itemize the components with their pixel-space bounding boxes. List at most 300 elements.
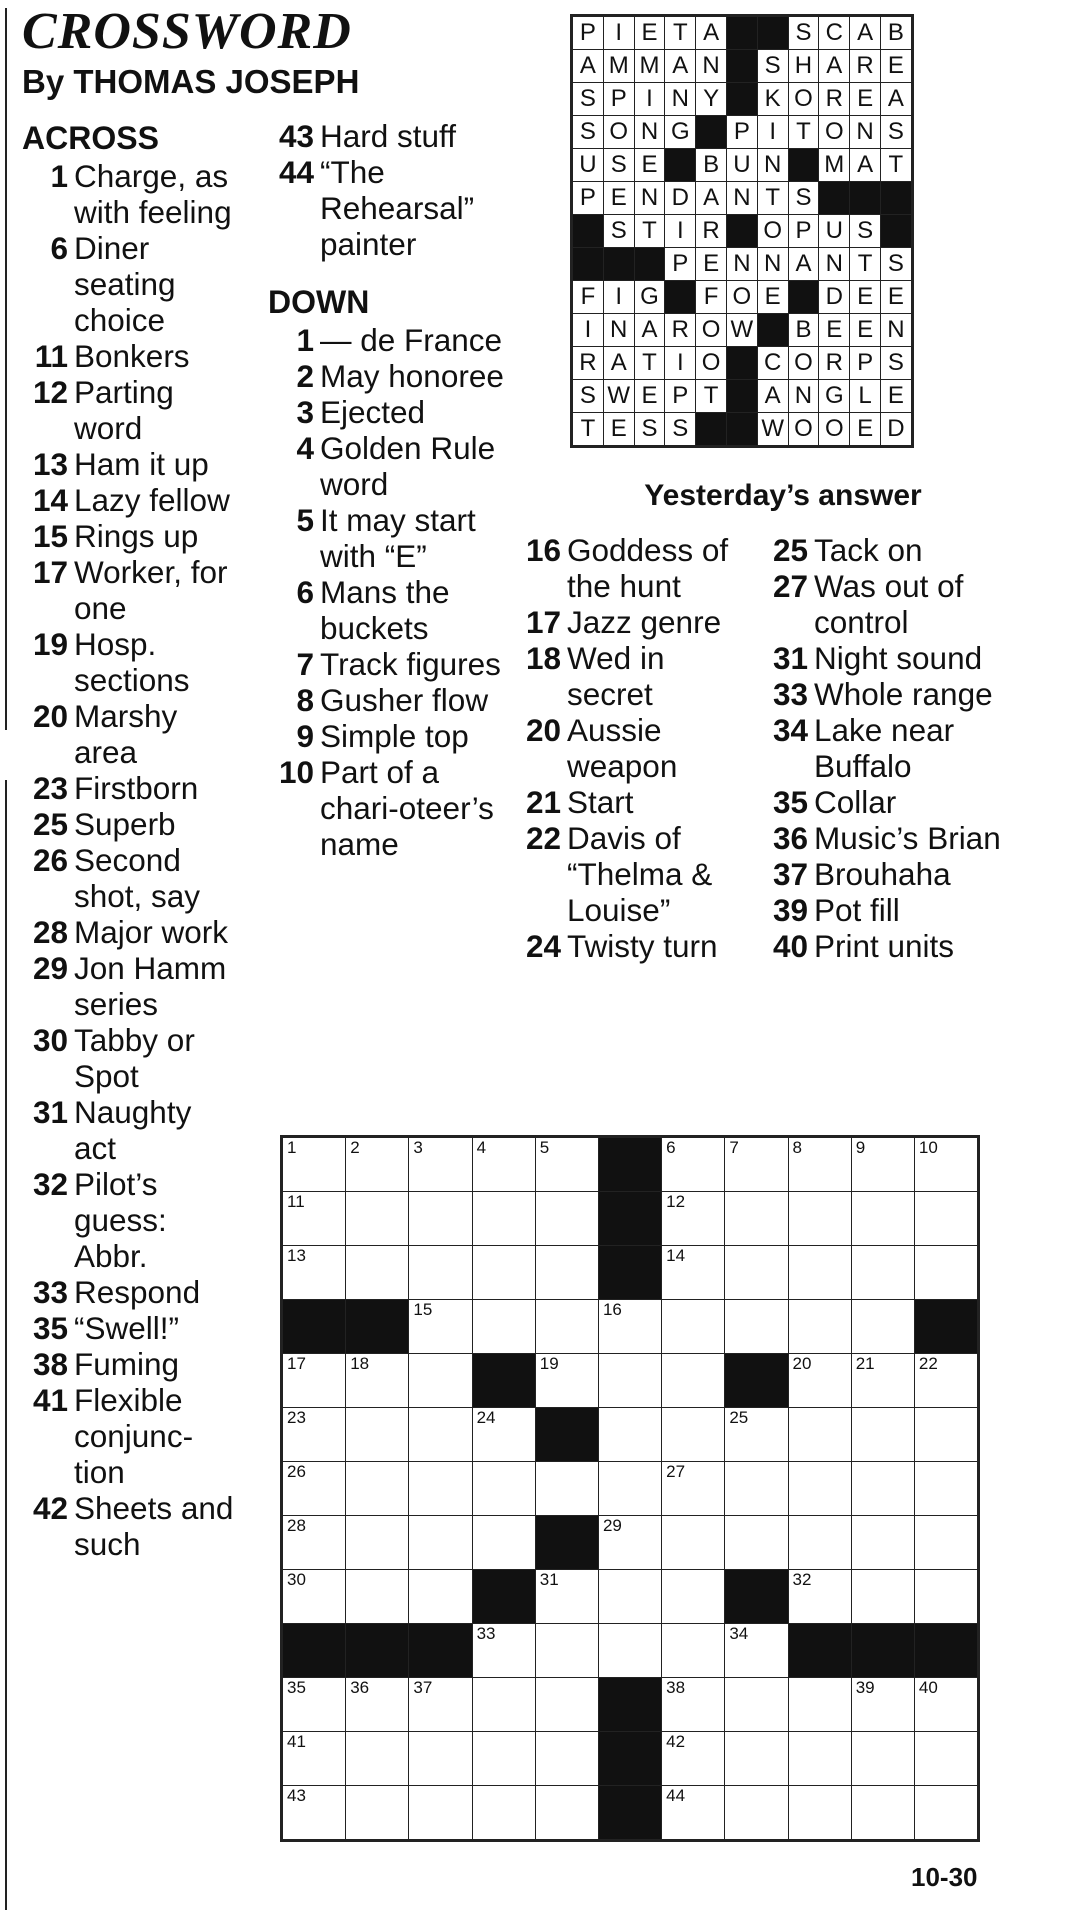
across-clue (22, 950, 242, 1022)
grid-cell[interactable] (472, 1786, 535, 1841)
grid-cell[interactable] (598, 1462, 661, 1516)
grid-cell[interactable] (914, 1516, 978, 1570)
yesterday-letter: S (634, 413, 665, 447)
grid-cell[interactable] (725, 1137, 788, 1192)
grid-cell[interactable] (282, 1354, 346, 1408)
yesterday-letter: B (788, 314, 819, 347)
cell-number: 23 (287, 1408, 306, 1427)
grid-cell[interactable] (472, 1192, 535, 1246)
yesterday-letter: A (850, 16, 881, 50)
grid-cell[interactable] (282, 1137, 346, 1192)
grid-cell[interactable] (851, 1192, 914, 1246)
yesterday-black-square (634, 248, 665, 281)
grid-cell[interactable] (346, 1732, 409, 1786)
yesterday-row (572, 413, 913, 447)
grid-cell[interactable] (472, 1678, 535, 1732)
grid-cell[interactable] (409, 1570, 472, 1624)
grid-cell[interactable] (725, 1300, 788, 1354)
yesterday-letter: P (788, 215, 819, 248)
yesterday-letter: D (819, 281, 850, 314)
yesterday-letter: T (665, 16, 696, 50)
yesterday-black-square (696, 413, 727, 447)
grid-cell[interactable] (472, 1246, 535, 1300)
yesterday-letter: Y (696, 83, 727, 116)
yesterday-letter: N (696, 50, 727, 83)
black-square (725, 1354, 788, 1408)
clue-text: Tack on (814, 532, 923, 568)
yesterday-letter: A (572, 50, 604, 83)
across-clue (268, 154, 518, 262)
grid-cell[interactable] (409, 1462, 472, 1516)
grid-cell[interactable] (725, 1516, 788, 1570)
yesterday-letter: N (880, 314, 912, 347)
grid-cell[interactable] (346, 1570, 409, 1624)
cell-number: 21 (855, 1354, 875, 1373)
grid-cell[interactable] (788, 1678, 851, 1732)
yesterday-letter: I (572, 314, 604, 347)
grid-cell[interactable] (409, 1137, 472, 1192)
yesterday-letter: C (757, 347, 788, 380)
grid-cell[interactable] (598, 1354, 661, 1408)
cell-number: 43 (287, 1786, 306, 1805)
yesterday-letter: A (850, 149, 881, 182)
black-square (598, 1732, 661, 1786)
grid-cell[interactable] (914, 1462, 978, 1516)
yesterday-letter: T (788, 116, 819, 149)
down-clue (268, 646, 518, 682)
yesterday-letter: N (726, 182, 757, 215)
cell-number: 9 (855, 1138, 866, 1157)
cell-number: 32 (792, 1570, 812, 1589)
grid-cell[interactable] (725, 1192, 788, 1246)
yesterday-letter: N (850, 116, 881, 149)
yesterday-black-square (880, 182, 912, 215)
yesterday-row (572, 380, 913, 413)
grid-cell[interactable] (535, 1678, 598, 1732)
grid-cell[interactable] (788, 1408, 851, 1462)
clue-text: Charge, as with feeling (74, 158, 232, 230)
grid-cell[interactable] (914, 1192, 978, 1246)
cell-number: 5 (539, 1138, 550, 1157)
grid-cell[interactable] (472, 1462, 535, 1516)
grid-cell[interactable] (346, 1786, 409, 1841)
grid-cell[interactable] (725, 1678, 788, 1732)
clue-number: 25 (772, 532, 808, 568)
across-clue (22, 374, 242, 446)
clue-number: 35 (32, 1310, 68, 1346)
black-square (788, 1624, 851, 1678)
grid-cell[interactable] (409, 1516, 472, 1570)
grid-cell[interactable] (535, 1300, 598, 1354)
down-clue (515, 784, 758, 820)
yesterday-letter: I (665, 215, 696, 248)
clue-text: Worker, for one (74, 554, 228, 626)
grid-cell[interactable] (788, 1300, 851, 1354)
clue-number: 33 (32, 1274, 68, 1310)
grid-cell[interactable] (598, 1408, 661, 1462)
grid-cell[interactable] (535, 1137, 598, 1192)
cell-number: 10 (918, 1138, 938, 1157)
grid-cell[interactable] (409, 1408, 472, 1462)
clue-number: 4 (296, 430, 314, 466)
grid-cell[interactable] (535, 1192, 598, 1246)
grid-cell[interactable] (725, 1246, 788, 1300)
yesterday-letter: R (850, 50, 881, 83)
clue-text: Start (567, 784, 634, 820)
yesterday-black-square (572, 215, 604, 248)
grid-cell[interactable] (282, 1408, 346, 1462)
grid-cell[interactable] (851, 1462, 914, 1516)
grid-cell[interactable] (914, 1246, 978, 1300)
grid-cell[interactable] (788, 1516, 851, 1570)
black-square (598, 1192, 661, 1246)
down-clue (762, 856, 1002, 892)
grid-cell[interactable] (282, 1462, 346, 1516)
clue-text: Pilot’s guess: Abbr. (74, 1166, 167, 1274)
grid-cell[interactable] (472, 1300, 535, 1354)
yesterday-letter: S (880, 347, 912, 380)
grid-cell[interactable] (662, 1354, 725, 1408)
yesterday-letter: I (665, 347, 696, 380)
grid-row (282, 1137, 979, 1192)
clue-number: 32 (32, 1166, 68, 1202)
down-clue (268, 430, 518, 502)
grid-cell[interactable] (914, 1354, 978, 1408)
grid-cell[interactable] (282, 1570, 346, 1624)
cell-number: 34 (729, 1624, 749, 1643)
grid-cell[interactable] (472, 1732, 535, 1786)
cell-number: 38 (666, 1678, 686, 1697)
grid-cell[interactable] (409, 1300, 472, 1354)
grid-cell[interactable] (346, 1354, 409, 1408)
grid-cell[interactable] (914, 1137, 978, 1192)
grid-cell[interactable] (282, 1192, 346, 1246)
grid-cell[interactable] (851, 1570, 914, 1624)
grid-cell[interactable] (282, 1246, 346, 1300)
across-clue (22, 806, 242, 842)
grid-cell[interactable] (472, 1516, 535, 1570)
grid-cell[interactable] (851, 1732, 914, 1786)
clue-number: 6 (50, 230, 68, 266)
yesterday-black-square (726, 83, 757, 116)
clue-number: 31 (772, 640, 808, 676)
black-square (535, 1516, 598, 1570)
yesterday-letter: E (696, 248, 727, 281)
grid-cell[interactable] (914, 1786, 978, 1841)
grid-cell[interactable] (725, 1462, 788, 1516)
puzzle-date: 10-30 (911, 1862, 978, 1892)
grid-cell[interactable] (662, 1246, 725, 1300)
black-square (472, 1354, 535, 1408)
yesterday-caption: Yesterday’s answer (644, 479, 922, 512)
grid-cell[interactable] (662, 1137, 725, 1192)
grid-cell[interactable] (409, 1732, 472, 1786)
down-clues-column-3 (762, 532, 1002, 964)
grid-cell[interactable] (346, 1246, 409, 1300)
grid-cell[interactable] (662, 1732, 725, 1786)
yesterday-letter: N (603, 314, 634, 347)
grid-cell[interactable] (662, 1408, 725, 1462)
yesterday-letter: E (757, 281, 788, 314)
clue-text: Respond (74, 1274, 201, 1310)
yesterday-letter: E (603, 182, 634, 215)
down-clue (268, 574, 518, 646)
grid-cell[interactable] (346, 1137, 409, 1192)
yesterday-letter: T (572, 413, 604, 447)
grid-cell[interactable] (662, 1462, 725, 1516)
grid-cell[interactable] (282, 1732, 346, 1786)
grid-cell[interactable] (598, 1624, 661, 1678)
grid-cell[interactable] (282, 1678, 346, 1732)
black-square (914, 1624, 978, 1678)
yesterday-black-square (757, 314, 788, 347)
yesterday-letter: A (603, 347, 634, 380)
down-clue (762, 928, 1002, 964)
grid-cell[interactable] (725, 1624, 788, 1678)
clue-text: Naughty act (74, 1094, 192, 1166)
yesterday-letter: S (572, 83, 604, 116)
clue-number: 10 (278, 754, 314, 790)
clue-text: Jon Hamm series (74, 950, 227, 1022)
across-clue (22, 698, 242, 770)
down-clue (762, 892, 1002, 928)
crossword-grid (280, 1135, 980, 1842)
grid-cell[interactable] (535, 1246, 598, 1300)
grid-cell[interactable] (662, 1678, 725, 1732)
grid-cell[interactable] (409, 1192, 472, 1246)
yesterday-letter: W (757, 413, 788, 447)
yesterday-black-square (665, 149, 696, 182)
clue-text: Print units (814, 928, 955, 964)
grid-cell[interactable] (851, 1137, 914, 1192)
yesterday-black-square (757, 16, 788, 50)
grid-cell[interactable] (662, 1516, 725, 1570)
across-clue (22, 1274, 242, 1310)
clue-number: 21 (525, 784, 561, 820)
clue-text: Whole range (814, 676, 993, 712)
yesterday-letter: R (665, 314, 696, 347)
grid-cell[interactable] (409, 1246, 472, 1300)
yesterday-letter: R (819, 347, 850, 380)
clue-number: 17 (525, 604, 561, 640)
yesterday-letter: E (850, 413, 881, 447)
clue-text: Davis of “Thelma & Louise” (567, 820, 713, 928)
grid-cell[interactable] (851, 1246, 914, 1300)
clue-number: 34 (772, 712, 808, 748)
clue-number: 1 (50, 158, 68, 194)
grid-cell[interactable] (598, 1570, 661, 1624)
grid-cell[interactable] (788, 1246, 851, 1300)
grid-cell[interactable] (725, 1732, 788, 1786)
clue-text: Was out of control (814, 568, 964, 640)
grid-cell[interactable] (346, 1462, 409, 1516)
grid-cell[interactable] (472, 1137, 535, 1192)
grid-cell[interactable] (282, 1786, 346, 1841)
grid-cell[interactable] (409, 1354, 472, 1408)
grid-cell[interactable] (851, 1300, 914, 1354)
grid-cell[interactable] (346, 1678, 409, 1732)
grid-cell[interactable] (851, 1786, 914, 1841)
grid-cell[interactable] (598, 1300, 661, 1354)
clue-number: 16 (525, 532, 561, 568)
clue-number: 13 (32, 446, 68, 482)
grid-cell[interactable] (346, 1408, 409, 1462)
clue-text: Tabby or Spot (74, 1022, 195, 1094)
grid-cell[interactable] (788, 1732, 851, 1786)
black-square (346, 1300, 409, 1354)
across-clue (22, 1094, 242, 1166)
grid-cell[interactable] (472, 1408, 535, 1462)
down-clue (268, 322, 518, 358)
clue-number: 23 (32, 770, 68, 806)
yesterday-letter: I (757, 116, 788, 149)
grid-cell[interactable] (788, 1570, 851, 1624)
clue-text: Hard stuff (320, 118, 456, 154)
yesterday-letter: S (788, 16, 819, 50)
yesterday-letter: A (696, 182, 727, 215)
grid-cell[interactable] (535, 1570, 598, 1624)
clue-number: 20 (32, 698, 68, 734)
clue-text: Golden Rule word (320, 430, 496, 502)
grid-cell[interactable] (535, 1624, 598, 1678)
yesterday-black-square (850, 182, 881, 215)
yesterday-letter: O (788, 413, 819, 447)
grid-cell[interactable] (914, 1570, 978, 1624)
cell-number: 3 (413, 1138, 423, 1157)
grid-cell[interactable] (725, 1786, 788, 1841)
grid-row (282, 1516, 979, 1570)
yesterday-letter: A (788, 248, 819, 281)
grid-cell[interactable] (346, 1192, 409, 1246)
clue-text: Fuming (74, 1346, 180, 1382)
down-clue (515, 928, 758, 964)
yesterday-row (572, 16, 913, 50)
yesterday-row (572, 314, 913, 347)
left-edge-rule (5, 8, 7, 730)
clue-text: Lake near Buffalo (814, 712, 955, 784)
across-clue (22, 1382, 242, 1490)
clue-number: 29 (32, 950, 68, 986)
grid-cell[interactable] (788, 1462, 851, 1516)
clue-text: Lazy fellow (74, 482, 230, 518)
grid-cell[interactable] (788, 1354, 851, 1408)
yesterday-letter: N (819, 248, 850, 281)
clue-text: It may start with “E” (320, 502, 476, 574)
yesterday-letter: P (850, 347, 881, 380)
grid-cell[interactable] (914, 1732, 978, 1786)
grid-cell[interactable] (535, 1732, 598, 1786)
clue-number: 40 (772, 928, 808, 964)
grid-cell[interactable] (662, 1786, 725, 1841)
yesterday-letter: M (634, 50, 665, 83)
grid-cell[interactable] (914, 1678, 978, 1732)
grid-cell[interactable] (851, 1678, 914, 1732)
clue-number: 11 (34, 338, 68, 374)
yesterday-black-square (726, 347, 757, 380)
cell-number: 37 (413, 1678, 433, 1697)
grid-cell[interactable] (662, 1300, 725, 1354)
page-title: CROSSWORD (22, 3, 352, 60)
cell-number: 20 (792, 1354, 812, 1373)
yesterday-letter: T (634, 215, 665, 248)
yesterday-black-square (726, 16, 757, 50)
black-square (851, 1624, 914, 1678)
grid-cell[interactable] (851, 1408, 914, 1462)
yesterday-letter: I (603, 281, 634, 314)
black-square (914, 1300, 978, 1354)
clues-column-2 (268, 118, 518, 862)
grid-cell[interactable] (409, 1786, 472, 1841)
cell-number: 17 (287, 1354, 306, 1373)
grid-cell[interactable] (851, 1516, 914, 1570)
cell-number: 24 (476, 1408, 496, 1427)
cell-number: 19 (539, 1354, 559, 1373)
yesterday-letter: S (880, 248, 912, 281)
grid-cell[interactable] (662, 1192, 725, 1246)
grid-cell[interactable] (662, 1570, 725, 1624)
yesterday-letter: D (880, 413, 912, 447)
down-clue (762, 784, 1002, 820)
grid-cell[interactable] (535, 1786, 598, 1841)
grid-cell[interactable] (662, 1624, 725, 1678)
grid-cell[interactable] (788, 1137, 851, 1192)
across-clues-column-1 (22, 118, 242, 1562)
grid-cell[interactable] (851, 1354, 914, 1408)
yesterday-letter: U (726, 149, 757, 182)
grid-cell[interactable] (282, 1516, 346, 1570)
yesterday-letter: E (880, 281, 912, 314)
cell-number: 39 (855, 1678, 875, 1697)
clue-text: Flexible conjunc-tion (74, 1382, 194, 1490)
grid-cell[interactable] (472, 1624, 535, 1678)
yesterday-letter: B (880, 16, 912, 50)
yesterday-letter: O (696, 347, 727, 380)
cell-number: 22 (918, 1354, 938, 1373)
down-clue (762, 568, 1002, 640)
yesterday-letter: I (603, 16, 634, 50)
grid-cell[interactable] (788, 1786, 851, 1841)
clue-number: 30 (32, 1022, 68, 1058)
clue-number: 6 (296, 574, 314, 610)
grid-cell[interactable] (914, 1408, 978, 1462)
grid-cell[interactable] (535, 1462, 598, 1516)
grid-cell[interactable] (598, 1516, 661, 1570)
cell-number: 27 (666, 1462, 686, 1481)
yesterday-black-square (788, 281, 819, 314)
grid-cell[interactable] (725, 1408, 788, 1462)
down-clue (268, 682, 518, 718)
clue-text: Mans the buckets (320, 574, 450, 646)
clue-text: Major work (74, 914, 229, 950)
clue-number: 24 (525, 928, 561, 964)
clue-text: Wed in secret (567, 640, 665, 712)
yesterday-letter: P (665, 380, 696, 413)
yesterday-letter: R (819, 83, 850, 116)
yesterday-letter: O (819, 116, 850, 149)
yesterday-letter: T (634, 347, 665, 380)
grid-cell[interactable] (788, 1192, 851, 1246)
yesterday-letter: O (696, 314, 727, 347)
down-clue (268, 394, 518, 430)
grid-cell[interactable] (409, 1678, 472, 1732)
down-clue (762, 820, 1002, 856)
grid-cell[interactable] (346, 1516, 409, 1570)
black-square (725, 1570, 788, 1624)
grid-cell[interactable] (535, 1354, 598, 1408)
yesterday-letter: P (603, 83, 634, 116)
across-clue (268, 118, 518, 154)
clue-number: 25 (32, 806, 68, 842)
